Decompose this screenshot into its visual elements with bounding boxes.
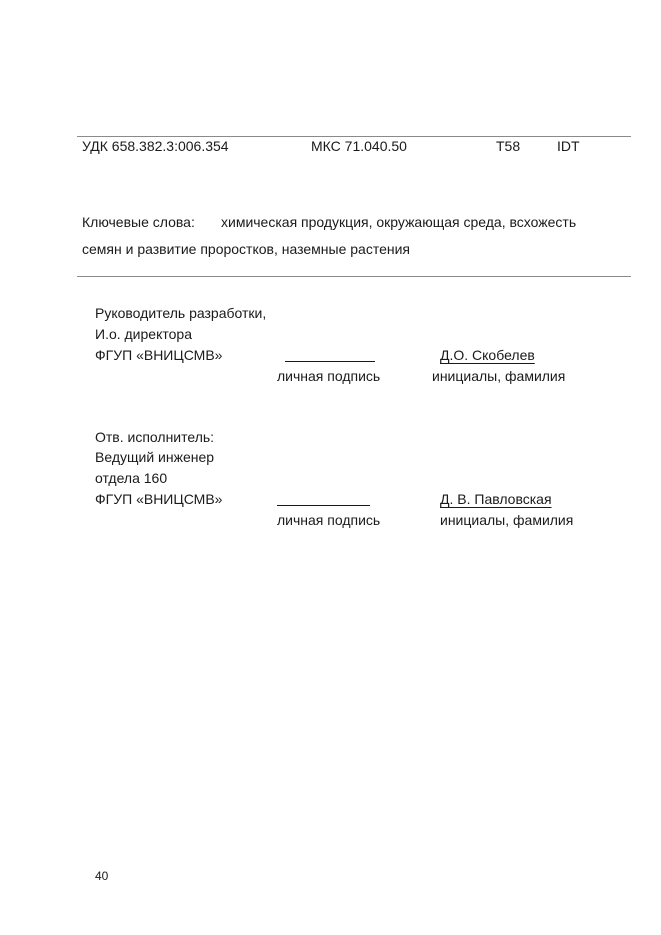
sig1-name: Д.О. Скобелев: [440, 347, 535, 363]
sig2-role-line-2: Ведущий инженер: [95, 449, 215, 465]
keywords-line-1: химическая продукция, окружающая среда, всхожесть: [221, 214, 577, 230]
equivalence-code: IDT: [557, 138, 580, 154]
keywords-line-2: семян и развитие проростков, наземные растения: [82, 241, 410, 257]
sig2-organization: ФГУП «ВНИЦСМВ»: [95, 491, 223, 507]
sig2-role-line-3: отдела 160: [95, 470, 168, 486]
keywords-label: Ключевые слова:: [82, 214, 195, 230]
sig2-name: Д. В. Павловская: [440, 491, 552, 507]
sig1-name-caption: инициалы, фамилия: [432, 368, 566, 384]
udc-code: УДК 658.382.3:006.354: [82, 138, 229, 154]
bottom-rule: [77, 276, 631, 277]
sig2-signature-caption: личная подпись: [277, 512, 381, 528]
sig2-role-line-1: Отв. исполнитель:: [95, 429, 215, 445]
page-number: 40: [95, 869, 109, 883]
sig1-role-line-1: Руководитель разработки,: [95, 305, 267, 321]
sig1-signature-line: [285, 361, 375, 362]
group-code: Т58: [496, 138, 521, 154]
sig2-signature-line: [277, 505, 370, 506]
sig1-organization: ФГУП «ВНИЦСМВ»: [95, 347, 223, 363]
sig2-name-caption: инициалы, фамилия: [440, 512, 574, 528]
sig1-role-line-2: И.о. директора: [95, 326, 192, 342]
ics-code: МКС 71.040.50: [311, 138, 407, 154]
sig1-signature-caption: личная подпись: [277, 368, 381, 384]
